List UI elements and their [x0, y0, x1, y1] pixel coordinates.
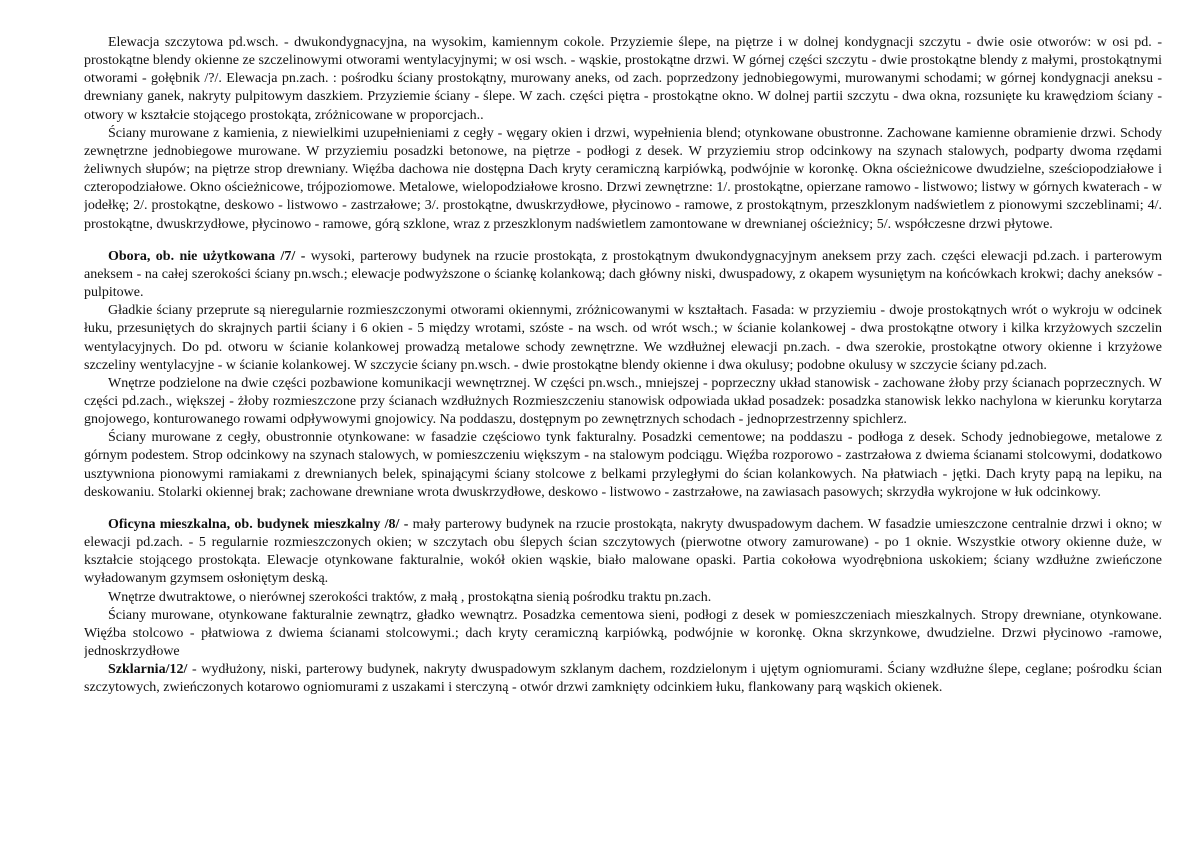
section-heading-cowshed: Obora, ob. nie użytkowana /7/ - [108, 248, 306, 264]
paragraph-residential-outbuilding-text: mały parterowy budynek na rzucie prostokąta, nakryty dwuspadowym dachem. W fasadzie umieszczone centralnie drzwi i okno; w elewacji pd.zach. - 5 regularnie rozmieszczonych okien; w szczytach obu ślepych ścian szczytowych (pierwotne otwory zamurowane) - po 1 oknie. Wszystkie otwory okienne duże, w kształcie stojącego prostokąta. Elewacje otynkowane fakturalnie, wokół okien wąskie, biało malowane opaski. Partia cokołowa wyodrębniona uskokiem; ściany wzdłużne zwieńczone wyładowanym gzymsem osłoniętym deską. [84, 516, 1162, 587]
document-page [84, 34, 1162, 834]
paragraph-elevation-southeast: Elewacja szczytowa pd.wsch. - dwukondygnacyjna, na wysokim, kamiennym cokole. Przyziemie ślepe, na piętrze i w dolnej kondygnacji szczytu - dwie osie otworów: w osi pd. - prostokątne blendy okienne ze szczelinowymi otworami wentylacyjnymi; w osi wsch. - wąskie, prostokątne drzwi. W górnej części szczytu - dwie prostokątne blendy z małymi, prostokątnymi otworami - gołębnik /?/. Elewacja pn.zach. : pośrodku ściany prostokątny, murowany aneks, od zach. poprzedzony jednobiegowymi, murowanymi schodami; w górnej kondygnacji aneksu - drewniany ganek, nakryty pulpitowym daszkiem. Przyziemie ściany - ślepe. W zach. części piętra - prostokątne okno. W dolnej partii szczytu - dwa okna, rozsunięte ku krawędziom ściany - otwory w kształcie stojącego prostokąta, zróżnicowane w proporcjach.. [84, 35, 1162, 123]
paragraph-residential-outbuilding [84, 516, 1162, 589]
paragraph-cowshed-walls-openings: Gładkie ściany przeprute są nieregularnie rozmieszczonymi otworami okiennymi, zróżnicowanymi w kształtach. Fasada: w przyziemiu - dwoje prostokątnych wrót o wykroju w odcinek łuku, przesuniętych do skrajnych partii ściany i 6 okien - 5 między wrotami, szóste - na wsch. od wrót wsch.; w ścianie kolankowej - dwa prostokątne otwory i kilka krzyżowych szczelin wentylacyjnych. Do pd. otworu w ścianie kolankowej prowadzą metalowe schody zewnętrzne. We wzdłużnej elewacji pn.zach. - dwa szerokie, prostokątne otwory okienne i krzyżowe szczeliny wentylacyjne - w ścianie kolankowej. W szczycie ściany pn.wsch. - dwie prostokątne blendy okienne i dwa okulusy; podobne okulusy w szczycie ściany pd.zach. [84, 303, 1162, 373]
paragraph-cowshed-construction: Ściany murowane z cegły, obustronnie otynkowane: w fasadzie częściowo tynk fakturalny. Posadzki cementowe; na poddaszu - podłoga z desek. Schody jednobiegowe, metalowe z górnym podestem. Strop odcinkowy na szynach stalowych, w pomieszczeniu większym - na stalowym podciągu. Więźba rozporowo - zastrzałowa z dwiema ścianami stolcowymi, dodatkowo usztywniona pionowymi ramiakami z drewnianych belek, spinającymi ściany stolcowe z belkami przyległymi do ścian kolankowych. Na płatwiach - jętki. Dach kryty papą na lepiku, na deskowaniu. Stolarki okiennej brak; zachowane drewniane wrota dwuskrzydłowe, deskowo - listwowo - zastrzałowe, na zawiasach pasowych; skrzydła wykrojone w łuk odcinkowy. [84, 430, 1162, 500]
paragraph-greenhouse-text: - wydłużony, niski, parterowy budynek, nakryty dwuspadowym szklanym dachem, rozdzielonym i ujętym ogniomurami. Ściany wzdłużne ślepe, ceglane; pośrodku ścian szczytowych, zwieńczonych kotarowo ogniomurami z uszakami i sterczyną - otwór drzwi zamknięty odcinkiem łuku, flankowany parą wąskich okienek. [84, 662, 1162, 696]
paragraph-cowshed-interior: Wnętrze podzielone na dwie części pozbawione komunikacji wewnętrznej. W części pn.wsch., mniejszej - poprzeczny układ stanowisk - zachowane żłoby przy ścianach poprzecznych. W części pd.zach., większej - żłoby rozmieszczone przy ścianach wzdłużnych Rozmieszczeniu stanowisk odpowiada układ posadzek: posadzka stanowisk lekko nachylona w kierunku korytarza gnojowego, konturowanego rowami odpływowymi gnojowicy. Na poddaszu, dostępnym po zewnętrznych schodach - jednoprzestrzenny spichlerz. [84, 375, 1162, 428]
paragraph-greenhouse [84, 661, 1162, 697]
paragraph-cowshed-text: wysoki, parterowy budynek na rzucie prostokąta, z prostokątnym dwukondygnacyjnym aneksem przy zach. części elewacji pd.zach. i parterowym aneksem - na całej szerokości ściany pn.wsch.; elewacje podwyższone o ściankę kolankową; dach główny niski, dwuspadowy, z okapem wysuniętym na końcówkach krokwi; dachy aneksów - pulpitowe. [84, 248, 1162, 301]
paragraph-cowshed [84, 248, 1162, 302]
section-heading-greenhouse: Szklarnia/12/ [108, 662, 188, 678]
paragraph-residential-construction: Ściany murowane, otynkowane fakturalnie zewnątrz, gładko wewnątrz. Posadzka cementowa sieni, podłogi z desek w pomieszczeniach mieszkalnych. Stropy drewniane, otynkowane. Więźba stolcowo - płatwiowa z dwiema ścianami stolcowymi.; dach kryty ceramiczną karpiówką, podwójnie w koronkę. Okna skrzynkowe, dwudzielne. Drzwi płycinowo -ramowe, jednoskrzydłowe [84, 607, 1162, 659]
paragraph-residential-interior: Wnętrze dwutraktowe, o nierównej szerokości traktów, z małą , prostokątna sienią pośrodku traktu pn.zach. [108, 589, 712, 605]
section-heading-residential-outbuilding: Oficyna mieszkalna, ob. budynek mieszkalny /8/ - [108, 516, 409, 532]
paragraph-walls-stone: Ściany murowane z kamienia, z niewielkimi uzupełnieniami z cegły - węgary okien i drzwi, wypełnienia blend; otynkowane obustronne. Zachowane kamienne obramienie drzwi. Schody zewnętrzne jednobiegowe murowane. W przyziemiu posadzki betonowe, na piętrze - podłogi z desek. W przyziemiu strop odcinkowy na szynach stalowych, podparty dwoma rzędami żeliwnych słupów; na piętrze strop drewniany. Więźba dachowa nie dostępna Dach kryty ceramiczną karpiówką, podwójnie w koronkę. Okna ościeżnicowe dwudzielne, sześciopodziałowe i czteropodziałowe. Okno ościeżnicowe, trójpoziomowe. Metalowe, wielopodziałowe krosno. Drzwi zewnętrzne: 1/. prostokątne, opierzane ramowo - listwowo; listwy w górnych kwaterach - w jodełkę; 2/. prostokątne, deskowo - listwowo - zastrzałowe; 3/. prostokątne, dwuskrzydłowe, płycinowo - ramowe, z prostokątnym, przeszklonym nadświetlem z pionowymi szczeblinami; 4/. prostokątne, dwuskrzydłowe, płycinowo - ramowe, górą szklone, wraz z przeszklonym nadświetlem zamontowane w drewnianej ościeżnicy; 5/. współczesne drzwi płytowe. [84, 125, 1162, 232]
